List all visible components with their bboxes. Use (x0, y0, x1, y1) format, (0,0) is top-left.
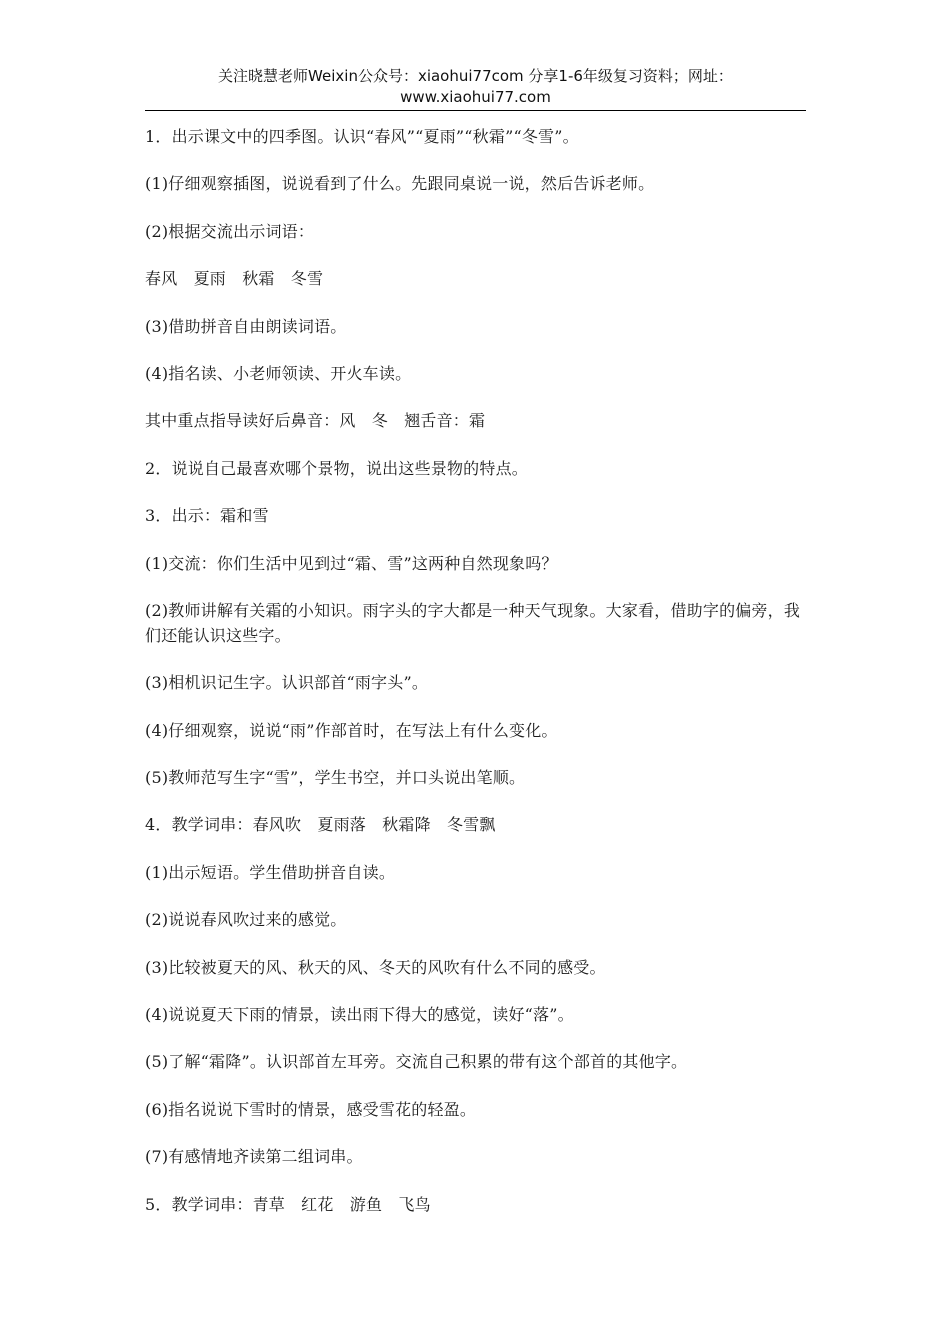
paragraph-16: (1)出示短语。学生借助拼音自读。 (145, 862, 396, 882)
paragraph-3: (2)根据交流出示词语： (145, 221, 315, 241)
paragraph-11: (2)教师讲解有关霜的小知识。雨字头的字大都是一种天气现象。大家看，借助字的偏旁，我们还能认识这些字。 (145, 600, 801, 645)
paragraph-19: (4)说说夏天下雨的情景，读出雨下得大的感觉，读好“落”。 (145, 1005, 574, 1025)
header-rule (145, 110, 806, 111)
document-body (145, 124, 810, 1239)
paragraph-18: (3)比较被夏天的风、秋天的风、冬天的风吹有什么不同的感受。 (145, 957, 606, 977)
paragraph-17: (2)说说春风吹过来的感觉。 (145, 910, 347, 930)
header-line-1: 关注晓慧老师Weixin公众号：xiaohui77com 分享1-6年级复习资料；网址： (218, 67, 733, 85)
paragraph-1: 1．出示课文中的四季图。认识“春风”“夏雨”“秋霜”“冬雪”。 (145, 127, 579, 146)
page-header (145, 66, 806, 108)
paragraph-2: (1)仔细观察插图，说说看到了什么。先跟同桌说一说，然后告诉老师。 (145, 174, 655, 194)
header-line-2: www.xiaohui77.com (400, 88, 551, 106)
paragraph-22: (7)有感情地齐读第二组词串。 (145, 1147, 363, 1167)
paragraph-7: 其中重点指导读好后鼻音：风 冬 翘舌音：霜 (145, 411, 486, 431)
paragraph-20: (5)了解“霜降”。认识部首左耳旁。交流自己积累的带有这个部首的其他字。 (145, 1052, 688, 1072)
paragraph-6: (4)指名读、小老师领读、开火车读。 (145, 363, 412, 383)
paragraph-15: 4．教学词串：春风吹 夏雨落 秋霜降 冬雪飘 (145, 815, 496, 835)
paragraph-13: (4)仔细观察，说说“雨”作部首时，在写法上有什么变化。 (145, 720, 558, 740)
paragraph-12: (3)相机识记生字。认识部首“雨字头”。 (145, 673, 429, 693)
paragraph-4: 春风 夏雨 秋霜 冬雪 (145, 269, 324, 289)
paragraph-10: (1)交流：你们生活中见到过“霜、雪”这两种自然现象吗？ (145, 553, 558, 573)
paragraph-21: (6)指名说说下雪时的情景，感受雪花的轻盈。 (145, 1099, 477, 1119)
paragraph-8: 2．说说自己最喜欢哪个景物，说出这些景物的特点。 (145, 458, 528, 478)
paragraph-23: 5．教学词串：青草 红花 游鱼 飞鸟 (145, 1194, 431, 1214)
paragraph-5: (3)借助拼音自由朗读词语。 (145, 316, 347, 336)
paragraph-14: (5)教师范写生字“雪”，学生书空，并口头说出笔顺。 (145, 768, 526, 788)
paragraph-9: 3．出示：霜和雪 (145, 506, 269, 526)
